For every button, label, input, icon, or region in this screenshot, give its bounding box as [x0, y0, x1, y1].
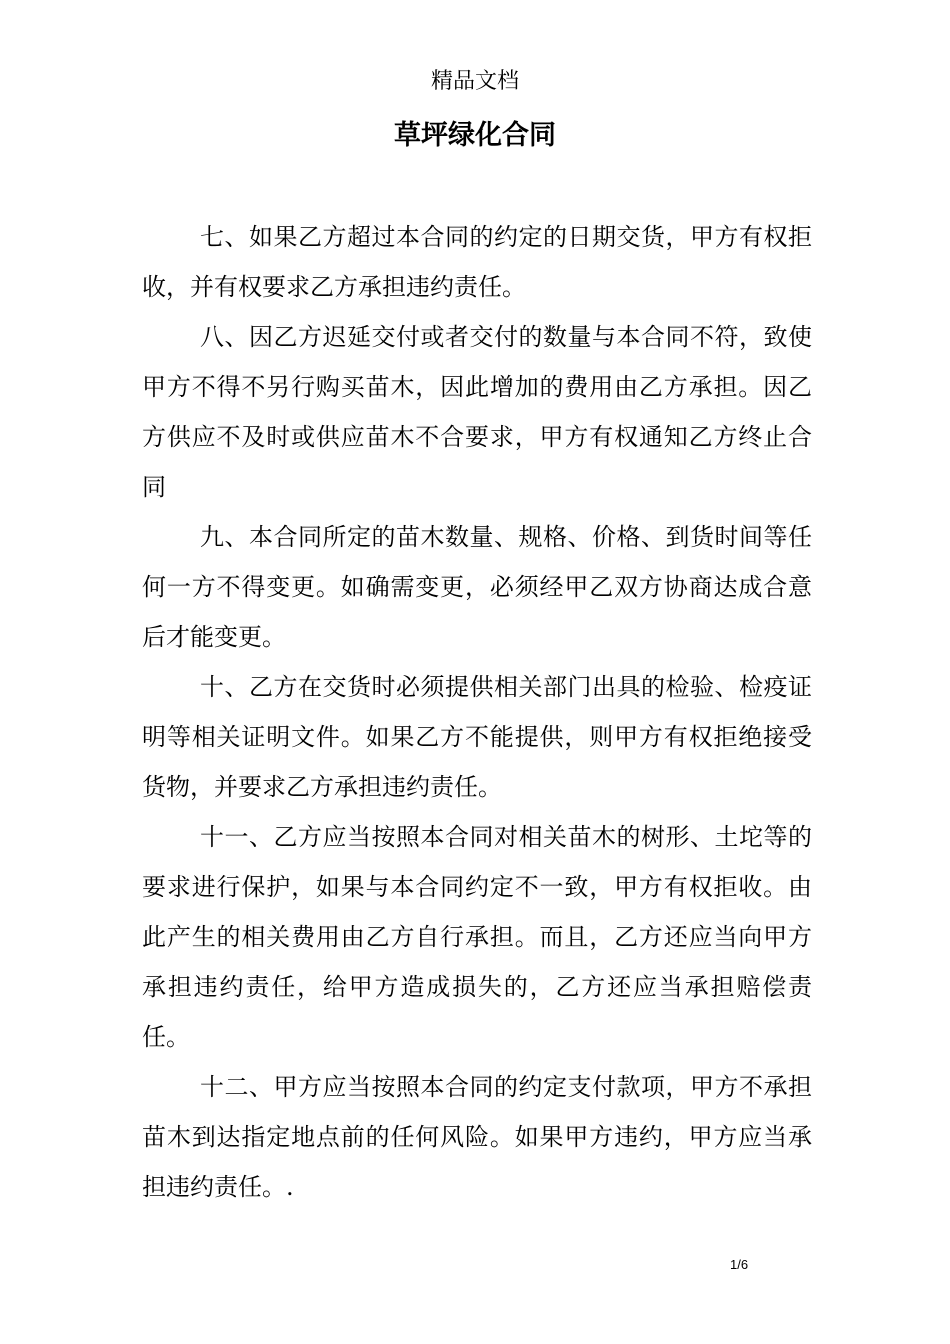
clause-10: 十、乙方在交货时必须提供相关部门出具的检验、检疫证明等相关证明文件。如果乙方不能提供，则甲方有权拒绝接受货物，并要求乙方承担违约责任。: [142, 673, 812, 801]
clause-9: 九、本合同所定的苗木数量、规格、价格、到货时间等任何一方不得变更。如确需变更，必须经甲乙双方协商达成合意后才能变更。: [142, 523, 812, 651]
clause-8: 八、因乙方迟延交付或者交付的数量与本合同不符，致使甲方不得不另行购买苗木，因此增加的费用由乙方承担。因乙方供应不及时或供应苗木不合要求，甲方有权通知乙方终止合同: [142, 323, 812, 501]
clause-12: 十二、甲方应当按照本合同的约定支付款项，甲方不承担苗木到达指定地点前的任何风险。如果甲方违约，甲方应当承担违约责任。.: [142, 1073, 812, 1201]
clause-7: 七、如果乙方超过本合同的约定的日期交货，甲方有权拒收，并有权要求乙方承担违约责任。: [142, 223, 812, 301]
document-title: 草坪绿化合同: [394, 120, 556, 151]
page-number: 1/6: [730, 1257, 749, 1272]
page-header: 精品文档: [430, 69, 519, 94]
document-body: [142, 212, 812, 1212]
clause-11: 十一、乙方应当按照本合同对相关苗木的树形、土坨等的要求进行保护，如果与本合同约定不一致，甲方有权拒收。由此产生的相关费用由乙方自行承担。而且，乙方还应当向甲方承担违约责任，给甲方造成损失的，乙方还应当承担赔偿责任。: [142, 823, 812, 1051]
